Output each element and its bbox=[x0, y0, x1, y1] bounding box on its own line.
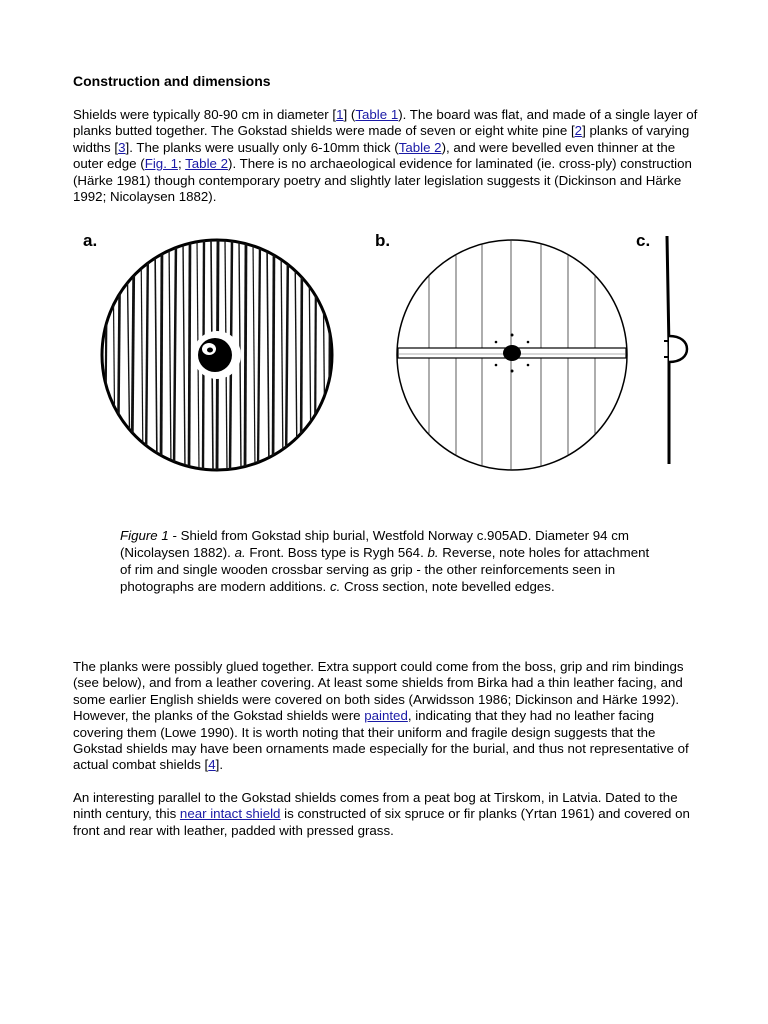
figure-label-a: a. bbox=[83, 231, 98, 250]
caption-label-b: b. bbox=[427, 545, 439, 560]
text: ; bbox=[177, 156, 186, 172]
text: ]. bbox=[215, 757, 224, 773]
near-intact-shield-link[interactable]: near intact shield bbox=[179, 806, 281, 822]
text: , indicating that they had no leather facing covering them (Lowe 1990). It is worth noting that their uniform and fragile design suggests that the Gokstad shields may have been ornaments made especially for the burial, and thus not representative of actual combat shields [ bbox=[73, 708, 689, 773]
shield-reverse-drawing bbox=[397, 238, 627, 472]
table-2-link[interactable]: Table 2 bbox=[398, 139, 442, 155]
ref-link-2[interactable]: 2 bbox=[574, 123, 583, 139]
caption-text: Reverse, note holes for attachment of rim and single wooden crossbar serving as grip - the other reinforcements seen in photographs are modern additions. bbox=[120, 545, 650, 594]
text: ] planks of varying widths [ bbox=[73, 123, 690, 155]
figure-label-c: c. bbox=[636, 231, 651, 250]
caption-label-c: c. bbox=[329, 579, 341, 594]
text: An interesting parallel to the Gokstad shields comes from a peat bog at Tirskom, in Latvia. Dated to the ninth century, this bbox=[73, 790, 678, 822]
table-2-link-second[interactable]: Table 2 bbox=[185, 156, 229, 172]
fig-1-link[interactable]: Fig. 1 bbox=[144, 156, 178, 172]
caption-label-a: a. bbox=[234, 545, 246, 560]
paragraph-tirskom bbox=[73, 790, 703, 839]
painted-link[interactable]: painted bbox=[364, 708, 408, 724]
shield-front-drawing bbox=[102, 239, 332, 470]
text: ), and were bevelled even thinner at the outer edge ( bbox=[73, 139, 676, 172]
table-1-link[interactable]: Table 1 bbox=[355, 107, 399, 122]
text: The planks were possibly glued together. Extra support could come from the boss, grip and rim bindings (see below), and from a leather covering. At least some shields from Birka had a thin leather facing, and some earlier English shields were covered on both sides (Arwidsson 1986; Dickinson and Härke 1992). However, the planks of the Gokstad shields were bbox=[73, 659, 684, 724]
figure-label-b: b. bbox=[375, 231, 391, 250]
text: ] ( bbox=[343, 107, 356, 122]
shield-cross-section-drawing bbox=[664, 236, 687, 464]
ref-link-1[interactable]: 1 bbox=[336, 107, 344, 122]
text: ). There is no archaeological evidence for laminated (ie. cross-ply) construction (Härke 1981) though contemporary poetry and slightly later legislation suggests it (Dickinson and Härke 1992; Nicolaysen 1882). bbox=[73, 156, 692, 205]
text: ). The board was flat, and made of a single layer of planks butted together. The Gokstad shields were made of seven or eight white pine [ bbox=[73, 107, 698, 139]
text: is constructed of six spruce or fir planks (Yrtan 1961) and covered on front and rear with leather, padded with pressed grass. bbox=[73, 806, 690, 838]
caption-text: - Shield from Gokstad ship burial, Westfold Norway c.905AD. Diameter 94 cm (Nicolaysen 1882). bbox=[120, 528, 629, 560]
caption-text: Cross section, note bevelled edges. bbox=[340, 579, 555, 594]
paragraph-construction bbox=[73, 107, 698, 205]
text: ]. The planks were usually only 6-10mm thick ( bbox=[125, 139, 399, 155]
figure-caption bbox=[120, 527, 650, 595]
caption-text: Front. Boss type is Rygh 564. bbox=[245, 545, 428, 560]
section-heading: Construction and dimensions bbox=[73, 73, 271, 89]
shield-figure bbox=[75, 228, 695, 478]
caption-figure-label: Figure 1 bbox=[120, 528, 169, 543]
text: Shields were typically 80-90 cm in diameter [ bbox=[73, 107, 337, 122]
ref-link-3[interactable]: 3 bbox=[118, 139, 126, 155]
paragraph-planks bbox=[73, 659, 703, 774]
ref-link-4[interactable]: 4 bbox=[208, 757, 216, 773]
